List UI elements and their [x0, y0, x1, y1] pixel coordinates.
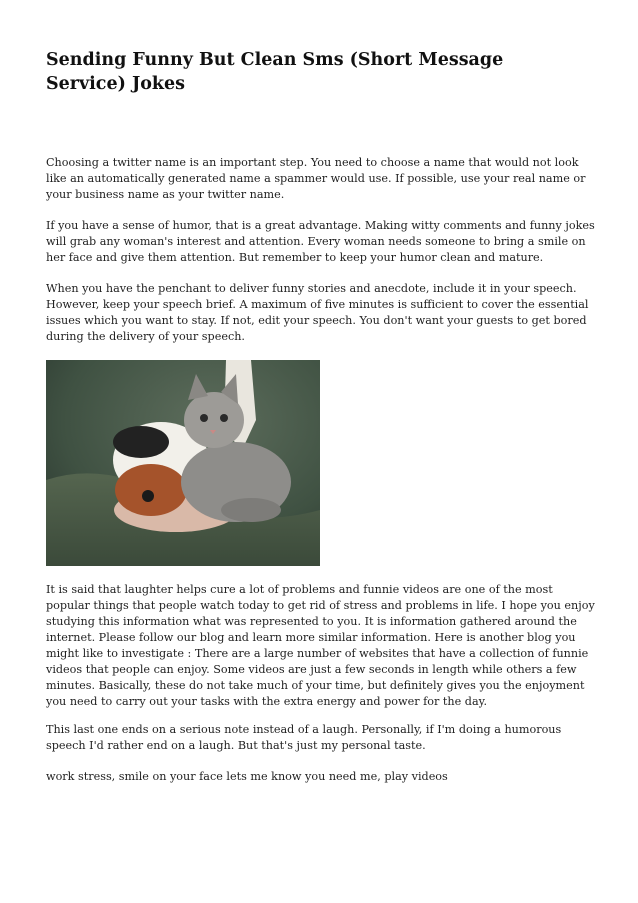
paragraph-laughter: It is said that laughter helps cure a lot of problems and funnie videos are one of the most popular things that people watch today to get rid of stress and problems in life. I hope you enjoy studying this information what was represented to you. It is information gathered around the internet. Please follow our blog and learn more similar information. Here is another blog you might like to investigate : There are a large number of websites that have a collection of funnie videos that people can enjoy. Some videos are just a few seconds in length while others a few minutes. Basically, these do not take much of your time, but definitely gives you the enjoyment you need to carry out your tasks with the extra energy and power for the day. — [46, 583, 595, 708]
paragraph-serious-note: This last one ends on a serious note instead of a laugh. Personally, if I'm doing a humorous speech I'd rather end on a laugh. But that's just my personal taste. — [46, 723, 562, 752]
paragraph-speech-brief: When you have the penchant to deliver funny stories and anecdote, include it in your speech. However, keep your speech brief. A maximum of five minutes is sufficient to cover the essential issues which you want to stay. If not, edit your speech. You don't want your guests to get bored during the delivery of your speech. — [46, 282, 589, 343]
kitten-and-dog-photo — [46, 360, 320, 566]
document-title: Sending Funny But Clean Sms (Short Message Service) Jokes — [46, 50, 504, 94]
paragraph-tags: work stress, smile on your face lets me know you need me, play videos — [46, 770, 448, 783]
paragraph-twitter-name: Choosing a twitter name is an important step. You need to choose a name that would not look like an automatically generated name a spammer would use. If possible, use your real name or your business name as your twitter name. — [46, 156, 586, 201]
paragraph-sense-of-humor: If you have a sense of humor, that is a great advantage. Making witty comments and funny jokes will grab any woman's interest and attention. Every woman needs someone to bring a smile on her face and give them attention. But remember to keep your humor clean and mature. — [46, 219, 595, 264]
